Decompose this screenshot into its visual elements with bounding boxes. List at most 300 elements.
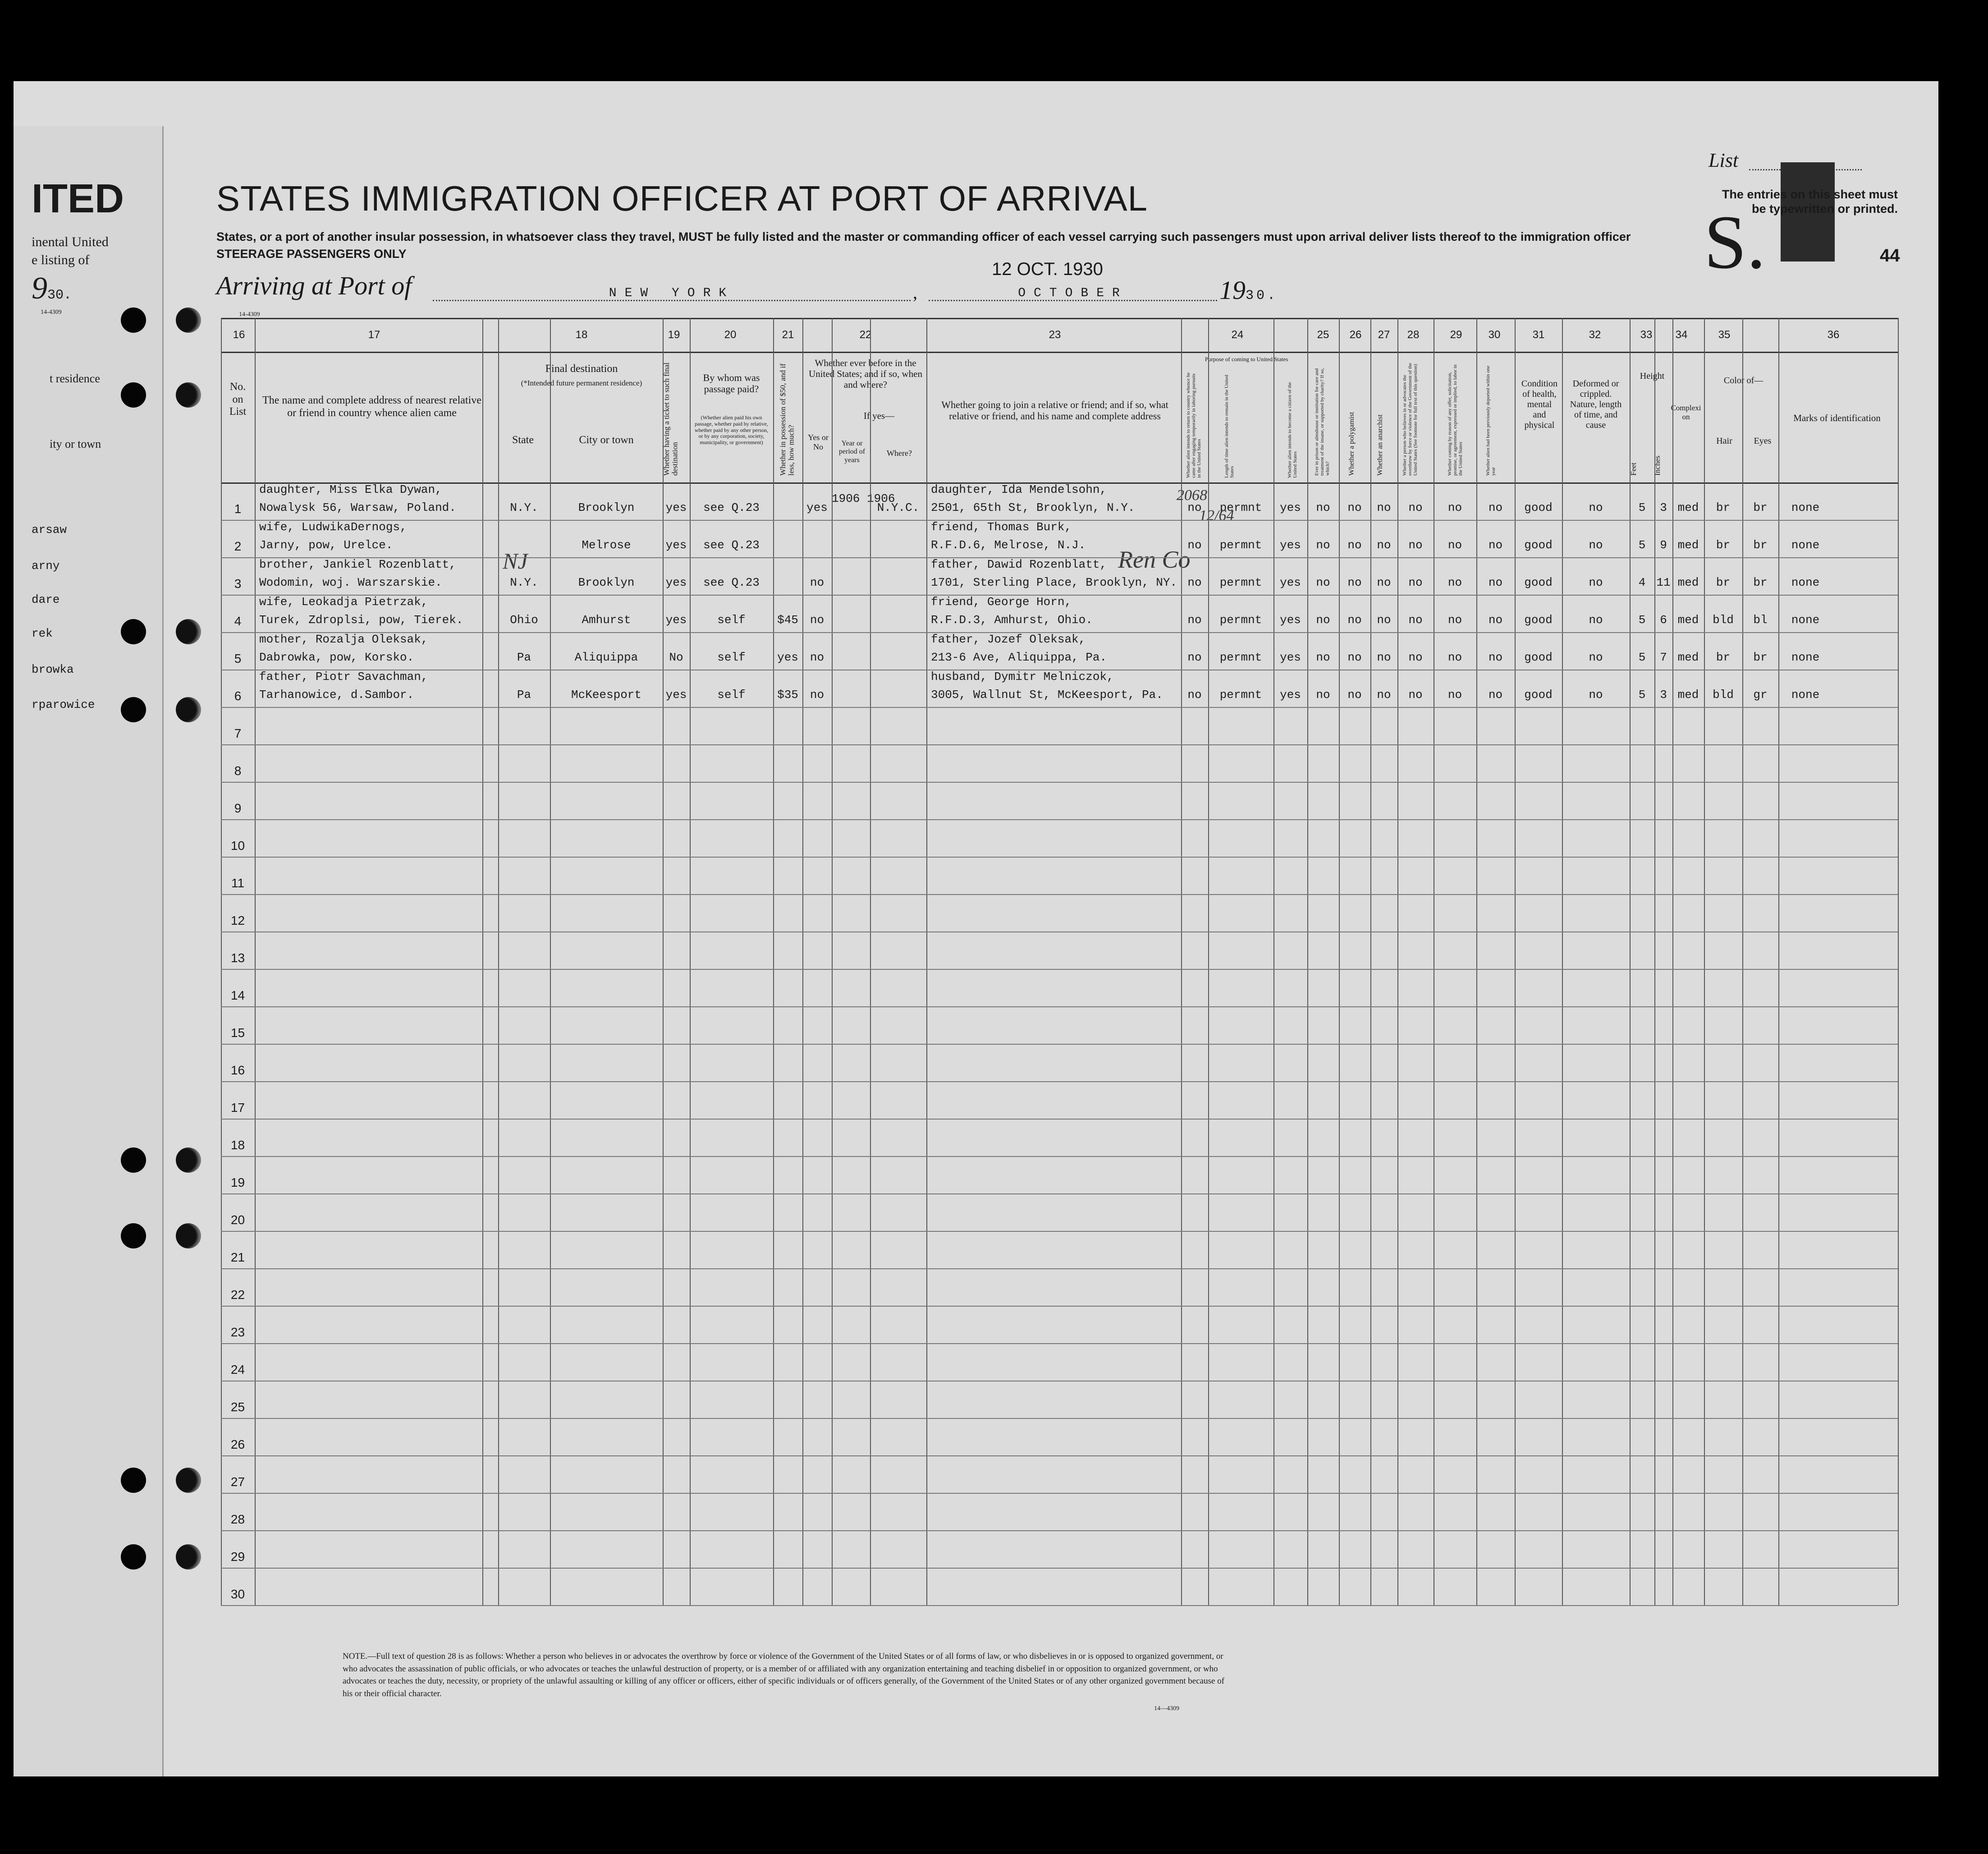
binder-hole (121, 1223, 146, 1248)
column-rule (1562, 318, 1563, 1605)
header-rule (221, 352, 1898, 353)
money-cell: $35 (777, 688, 798, 702)
row-number: 10 (230, 839, 245, 853)
polygamist-cell: no (1347, 576, 1362, 589)
binder-hole (121, 619, 146, 644)
month-field: OCTOBER (929, 286, 1217, 301)
strip-place: dare (32, 593, 60, 606)
strip-place: arsaw (32, 523, 67, 537)
row-number: 22 (230, 1288, 245, 1302)
strip-form-code: 14-4309 (41, 309, 62, 316)
header-ever-before: Whether ever before in the United States; and if so, when and where? (809, 358, 922, 390)
column-number: 31 (1532, 329, 1545, 341)
height-inches-cell: 7 (1660, 651, 1667, 664)
relative-name-cell: mother, Rozalja Oleksak, (259, 633, 428, 646)
column-rule (550, 318, 551, 1605)
deported-cell: no (1488, 688, 1503, 702)
labor-offer-cell: no (1447, 688, 1462, 702)
row-rule (221, 1605, 1898, 1606)
city-cell: Brooklyn (578, 501, 635, 514)
row-rule (221, 1268, 1898, 1269)
hair-cell: bld (1713, 613, 1734, 627)
header-inches: Inches (1653, 455, 1662, 476)
ticket-cell: yes (665, 576, 687, 589)
row-rule (221, 1493, 1898, 1494)
strip-residence-header: t residence (50, 372, 100, 385)
marks-cell: none (1791, 651, 1820, 664)
port-field: NEW YORK (433, 286, 911, 301)
column-rule (773, 318, 774, 1605)
form-subtitle: States, or a port of another insular possession, in whatsoever class they travel, MUST be fully listed and the master or commanding officer of each vessel carrying such passengers must upon arrival deliver lists thereof to the immigration officer (216, 230, 1631, 243)
column-rule (1898, 318, 1899, 1605)
marks-cell: none (1791, 613, 1820, 627)
column-rule (1273, 318, 1274, 1605)
ticket-cell: yes (665, 501, 687, 514)
money-cell: yes (777, 651, 798, 664)
city-cell: McKeesport (571, 688, 642, 702)
sheet-number: 44 (1880, 246, 1900, 266)
health-cell: good (1524, 501, 1553, 514)
binder-hole (121, 697, 146, 722)
prison-cell: no (1316, 576, 1330, 589)
column-number: 34 (1675, 329, 1688, 341)
relative-address-cell: Turek, Zdroplsi, pow, Tierek. (259, 613, 463, 627)
join-relative-cell: father, Dawid Rozenblatt, (931, 558, 1107, 571)
deformed-cell: no (1589, 651, 1603, 664)
binder-hole (121, 1468, 146, 1493)
length-stay-cell: permnt (1219, 501, 1262, 514)
row-number: 3 (234, 577, 242, 591)
paid-by-cell: self (717, 651, 746, 664)
return-intent-cell: no (1187, 651, 1202, 664)
prison-cell: no (1316, 688, 1330, 702)
header-health: Condition of health, mental and physical (1521, 379, 1558, 430)
length-stay-cell: permnt (1219, 576, 1262, 589)
height-inches-cell: 3 (1660, 688, 1667, 702)
complexion-cell: med (1677, 613, 1699, 627)
deported-cell: no (1488, 538, 1503, 552)
column-number: 20 (724, 329, 737, 341)
header-deported: Whether alien had been previously deported within one year (1485, 365, 1497, 476)
column-rule (1307, 318, 1308, 1605)
column-number: 28 (1407, 329, 1420, 341)
entries-note: The entries on this sheet must be typewritten or printed. (1722, 188, 1898, 216)
row-number: 25 (230, 1400, 245, 1414)
manifest-table (221, 318, 1898, 1605)
join-address-cell: 213-6 Ave, Aliquippa, Pa. (931, 651, 1107, 664)
question-28-cell: no (1408, 688, 1423, 702)
height-feet-cell: 5 (1638, 613, 1646, 627)
question-28-cell: no (1408, 538, 1423, 552)
health-cell: good (1524, 538, 1553, 552)
row-rule (221, 1119, 1898, 1120)
row-rule (221, 1306, 1898, 1307)
list-letter: S. (1704, 200, 1766, 285)
footnote: NOTE.—Full text of question 28 is as follows: Whether a person who believes in or advocates the overthrow by force or violence of the Government of the United States or of all forms of law, or who disbelieves in or is opposed to organized government, or who advocates the assassination of public officials, or who advocates or teaches the unlawful destruction of property, or is a member of or affiliated with any organization entertaining and teaching disbelief in or opposition to organized government, or who advocates or teaches the duty, necessity, or propriety of the unlawful assaulting or killing of any officer or officers, either of specific individuals or of officers generally, of the Government of the United States or of any other organized government because of his or their official character. (343, 1652, 1225, 1698)
ticket-cell: yes (665, 688, 687, 702)
city-cell: Melrose (582, 538, 631, 552)
return-intent-cell: no (1187, 576, 1202, 589)
form-title: STATES IMMIGRATION OFFICER AT PORT OF ARRIVAL (216, 179, 1148, 218)
column-number: 32 (1589, 329, 1601, 341)
row-rule (221, 1418, 1898, 1419)
join-relative-cell: father, Jozef Oleksak, (931, 633, 1086, 646)
row-rule (221, 1455, 1898, 1456)
complexion-cell: med (1677, 651, 1699, 664)
paid-by-cell: self (717, 613, 746, 627)
relative-address-cell: Wodomin, woj. Warszarskie. (259, 576, 442, 589)
height-inches-cell: 9 (1660, 538, 1667, 552)
state-cell: N.Y. (510, 501, 538, 514)
column-rule (1630, 318, 1631, 1605)
paid-by-cell: see Q.23 (703, 538, 760, 552)
prison-cell: no (1316, 651, 1330, 664)
header-final-destination-note: (*Intended future permanent residence) (521, 379, 642, 387)
comma: , (913, 282, 917, 303)
return-intent-cell: no (1187, 688, 1202, 702)
row-number: 27 (230, 1475, 245, 1489)
prison-cell: no (1316, 501, 1330, 514)
row-rule (221, 969, 1898, 970)
strip-place: rparowice (32, 698, 95, 711)
health-cell: good (1524, 576, 1553, 589)
row-rule (221, 557, 1898, 558)
row-number: 7 (234, 726, 242, 740)
citizen-cell: yes (1280, 538, 1301, 552)
steerage-label: STEERAGE PASSENGERS ONLY (216, 247, 407, 261)
row-rule (221, 595, 1898, 596)
length-stay-cell: permnt (1219, 538, 1262, 552)
handwritten-note: 2068 (1177, 487, 1207, 504)
header-eyes: Eyes (1754, 436, 1772, 446)
column-number: 24 (1231, 329, 1244, 341)
complexion-cell: med (1677, 538, 1699, 552)
binder-hole (176, 307, 201, 333)
header-nearest-relative: The name and complete address of nearest relative or friend in country whence alien came (262, 395, 481, 419)
header-purpose: Purpose of coming to United States (1205, 356, 1288, 363)
row-number: 11 (231, 876, 245, 890)
header-length-stay: Length of time alien intends to remain in the United States (1224, 375, 1235, 478)
deported-cell: no (1488, 651, 1503, 664)
header-polygamist: Whether a polygamist (1348, 412, 1356, 476)
list-label: List (1709, 149, 1739, 171)
handwritten-state: NJ (503, 548, 528, 574)
relative-name-cell: daughter, Miss Elka Dywan, (259, 483, 442, 496)
column-rule (1515, 318, 1516, 1605)
binder-hole (121, 307, 146, 333)
row-rule (221, 819, 1898, 820)
row-rule (221, 1044, 1898, 1045)
column-rule (802, 318, 803, 1605)
citizen-cell: yes (1280, 688, 1301, 702)
relative-address-cell: Tarhanowice, d.Sambor. (259, 688, 414, 702)
deformed-cell: no (1589, 538, 1603, 552)
column-rule (482, 318, 483, 1605)
anarchist-cell: no (1377, 538, 1391, 552)
column-rule (1397, 318, 1398, 1605)
column-number: 23 (1049, 329, 1061, 341)
height-inches-cell: 3 (1660, 501, 1667, 514)
left-page-strip (14, 126, 164, 1776)
return-intent-cell: no (1187, 501, 1202, 514)
column-number: 22 (859, 329, 872, 341)
header-city: City or town (579, 434, 634, 446)
join-address-cell: 2501, 65th St, Brooklyn, N.Y. (931, 501, 1135, 514)
column-rule (1778, 318, 1779, 1605)
header-ticket: Whether having a ticket to such final destination (662, 362, 679, 476)
relative-address-cell: Dabrowka, pow, Korsko. (259, 651, 414, 664)
prison-cell: no (1316, 613, 1330, 627)
complexion-cell: med (1677, 688, 1699, 702)
header-complexion: Complexion (1671, 404, 1701, 421)
hair-cell: br (1716, 651, 1731, 664)
row-rule (221, 707, 1898, 708)
strip-subtitle-2: e listing of (32, 252, 90, 267)
column-rule (1742, 318, 1743, 1605)
row-rule (221, 782, 1898, 783)
column-rule (221, 318, 222, 1605)
header-if-yes: If yes— (863, 410, 895, 421)
row-number: 12 (230, 913, 245, 927)
strip-place: arny (32, 559, 60, 573)
column-rule (1654, 318, 1655, 1605)
ticket-cell: yes (665, 538, 687, 552)
join-address-cell: R.F.D.3, Amhurst, Ohio. (931, 613, 1093, 627)
relative-name-cell: wife, Leokadja Pietrzak, (259, 595, 428, 609)
row-number: 4 (234, 614, 242, 628)
header-citizen-intent: Whether alien intends to become a citizen of the United States (1287, 382, 1298, 478)
anarchist-cell: no (1377, 688, 1391, 702)
row-number: 9 (234, 801, 242, 815)
eyes-cell: br (1753, 651, 1768, 664)
deported-cell: no (1488, 576, 1503, 589)
join-address-cell: 1701, Sterling Place, Brooklyn, NY. (931, 576, 1177, 589)
state-cell: Pa (517, 651, 531, 664)
header-where: Where? (887, 449, 912, 458)
header-year: Year or period of years (838, 440, 866, 464)
row-rule (221, 1081, 1898, 1082)
binder-hole (121, 382, 146, 408)
column-number: 33 (1640, 329, 1653, 341)
binder-hole (176, 1147, 201, 1173)
column-number: 36 (1827, 329, 1840, 341)
strip-place: rek (32, 627, 53, 640)
deformed-cell: no (1589, 688, 1603, 702)
eyes-cell: gr (1753, 688, 1768, 702)
city-cell: Aliquippa (574, 651, 638, 664)
strip-city-header: ity or town (50, 437, 101, 450)
height-feet-cell: 5 (1638, 651, 1646, 664)
height-feet-cell: 5 (1638, 688, 1646, 702)
binder-hole (176, 1468, 201, 1493)
health-cell: good (1524, 651, 1553, 664)
height-feet-cell: 5 (1638, 538, 1646, 552)
row-number: 13 (230, 951, 245, 965)
anarchist-cell: no (1377, 576, 1391, 589)
length-stay-cell: permnt (1219, 688, 1262, 702)
hair-cell: bld (1713, 688, 1734, 702)
header-identification: Marks of identification (1793, 413, 1881, 423)
deported-cell: no (1488, 613, 1503, 627)
row-rule (221, 520, 1898, 521)
paid-by-cell: see Q.23 (703, 576, 760, 589)
relative-name-cell: wife, LudwikaDernogs, (259, 520, 407, 534)
join-address-cell: 3005, Wallnut St, McKeesport, Pa. (931, 688, 1163, 702)
header-question-28: Whether a person who believes in or advocates the overthrow by force or violence of the Government of the United States (See footnote for full text of this question) (1402, 363, 1419, 476)
money-cell: $45 (777, 613, 798, 627)
column-rule (1339, 318, 1340, 1605)
row-number: 30 (230, 1587, 245, 1601)
row-number: 26 (230, 1437, 245, 1451)
marks-cell: none (1791, 688, 1820, 702)
labor-offer-cell: no (1447, 613, 1462, 627)
paid-by-cell: see Q.23 (703, 501, 760, 514)
relative-address-cell: Jarny, pow, Urelce. (259, 538, 393, 552)
return-intent-cell: no (1187, 538, 1202, 552)
column-rule (663, 318, 664, 1605)
relative-name-cell: brother, Jankiel Rozenblatt, (259, 558, 456, 571)
column-number: 21 (782, 329, 794, 341)
polygamist-cell: no (1347, 538, 1362, 552)
join-relative-cell: friend, George Horn, (931, 595, 1072, 609)
ever-before-cell: no (810, 688, 825, 702)
row-number: 23 (230, 1325, 245, 1339)
height-inches-cell: 11 (1656, 576, 1671, 589)
citizen-cell: yes (1280, 613, 1301, 627)
labor-offer-cell: no (1447, 538, 1462, 552)
row-number: 1 (234, 502, 242, 516)
column-number: 25 (1317, 329, 1329, 341)
header-anarchist: Whether an anarchist (1376, 414, 1384, 476)
header-labor-offer: Whether coming by reason of any offer, solicitation, promise, or agreement, expressed or implied, to labor in the United States (1447, 364, 1464, 476)
height-feet-cell: 5 (1638, 501, 1646, 514)
eyes-cell: br (1753, 576, 1768, 589)
deported-cell: no (1488, 501, 1503, 514)
row-rule (221, 1530, 1898, 1531)
health-cell: good (1524, 688, 1553, 702)
polygamist-cell: no (1347, 651, 1362, 664)
join-address-cell: R.F.D.6, Melrose, N.J. (931, 538, 1086, 552)
row-number: 29 (230, 1550, 245, 1564)
state-cell: Pa (517, 688, 531, 702)
relative-address-cell: Nowalysk 56, Warsaw, Poland. (259, 501, 456, 514)
row-number: 20 (230, 1213, 245, 1227)
anarchist-cell: no (1377, 651, 1391, 664)
header-yes-no: Yes or No (808, 433, 829, 451)
before-years-cell: 1906 1906 (832, 492, 895, 505)
row-number: 16 (230, 1063, 245, 1077)
row-rule (221, 1231, 1898, 1232)
header-join-relative: Whether going to join a relative or friend; and if so, what relative or friend, and his name and complete address (941, 399, 1168, 422)
row-rule (221, 1343, 1898, 1344)
marks-cell: none (1791, 576, 1820, 589)
column-number: 16 (233, 329, 245, 341)
handwritten-note: 12/64 (1199, 507, 1234, 524)
binder-hole (176, 619, 201, 644)
before-where-cell: N.Y.C. (877, 501, 920, 514)
relative-name-cell: father, Piotr Savachman, (259, 670, 428, 684)
prison-cell: no (1316, 538, 1330, 552)
binder-hole (121, 1147, 146, 1173)
header-state: State (512, 434, 534, 446)
date-stamp: 12 OCT. 1930 (992, 259, 1103, 279)
ticket-cell: No (669, 651, 683, 664)
column-rule (1208, 318, 1209, 1605)
row-number: 15 (230, 1026, 245, 1040)
row-number: 6 (234, 689, 242, 703)
column-number: 17 (368, 329, 380, 341)
hair-cell: br (1716, 501, 1731, 514)
ticket-cell: yes (665, 613, 687, 627)
header-final-destination: Final destination (545, 363, 618, 375)
height-feet-cell: 4 (1638, 576, 1646, 589)
labor-offer-cell: no (1447, 651, 1462, 664)
health-cell: good (1524, 613, 1553, 627)
join-relative-cell: daughter, Ida Mendelsohn, (931, 483, 1107, 496)
row-rule (221, 632, 1898, 633)
row-rule (221, 857, 1898, 858)
strip-title: ITED (32, 176, 124, 221)
column-number: 18 (575, 329, 588, 341)
footnote-form-code: 14—4309 (1154, 1705, 1179, 1712)
column-rule (1476, 318, 1477, 1605)
labor-offer-cell: no (1447, 576, 1462, 589)
header-feet: Feet (1629, 462, 1638, 476)
citizen-cell: yes (1280, 501, 1301, 514)
column-rule (255, 318, 256, 1605)
question-28-cell: no (1408, 613, 1423, 627)
return-intent-cell: no (1187, 613, 1202, 627)
hair-cell: br (1716, 538, 1731, 552)
ever-before-cell: no (810, 651, 825, 664)
row-number: 17 (230, 1101, 245, 1115)
hair-cell: br (1716, 576, 1731, 589)
deformed-cell: no (1589, 613, 1603, 627)
ever-before-cell: no (810, 613, 825, 627)
column-rule (1672, 318, 1673, 1605)
row-number: 24 (230, 1363, 245, 1377)
binder-hole (121, 1544, 146, 1569)
deformed-cell: no (1589, 501, 1603, 514)
strip-place: browka (32, 663, 74, 676)
row-number: 18 (230, 1138, 245, 1152)
marks-cell: none (1791, 501, 1820, 514)
labor-offer-cell: no (1447, 501, 1462, 514)
header-deformed: Deformed or crippled. Nature, length of time, and cause (1570, 379, 1622, 430)
column-number: 29 (1450, 329, 1462, 341)
column-rule (926, 318, 927, 1605)
complexion-cell: med (1677, 501, 1699, 514)
eyes-cell: bl (1753, 613, 1768, 627)
row-rule (221, 1006, 1898, 1007)
row-rule (221, 1193, 1898, 1194)
binder-hole (176, 382, 201, 408)
binder-hole (176, 697, 201, 722)
column-number: 30 (1488, 329, 1501, 341)
city-cell: Brooklyn (578, 576, 635, 589)
column-rule (1704, 318, 1705, 1605)
header-prison: Ever in prison or almshouse or institution for care and treatment of the insane, or supported by charity? If so, which? (1314, 368, 1331, 476)
header-money: Whether in possession of $50, and if less, how much? (779, 363, 796, 476)
column-number: 26 (1349, 329, 1362, 341)
year-field: 1930. (1219, 275, 1278, 305)
row-rule (221, 1156, 1898, 1157)
deformed-cell: no (1589, 576, 1603, 589)
column-rule (1370, 318, 1371, 1605)
marks-cell: none (1791, 538, 1820, 552)
eyes-cell: br (1753, 501, 1768, 514)
row-number: 8 (234, 764, 242, 778)
